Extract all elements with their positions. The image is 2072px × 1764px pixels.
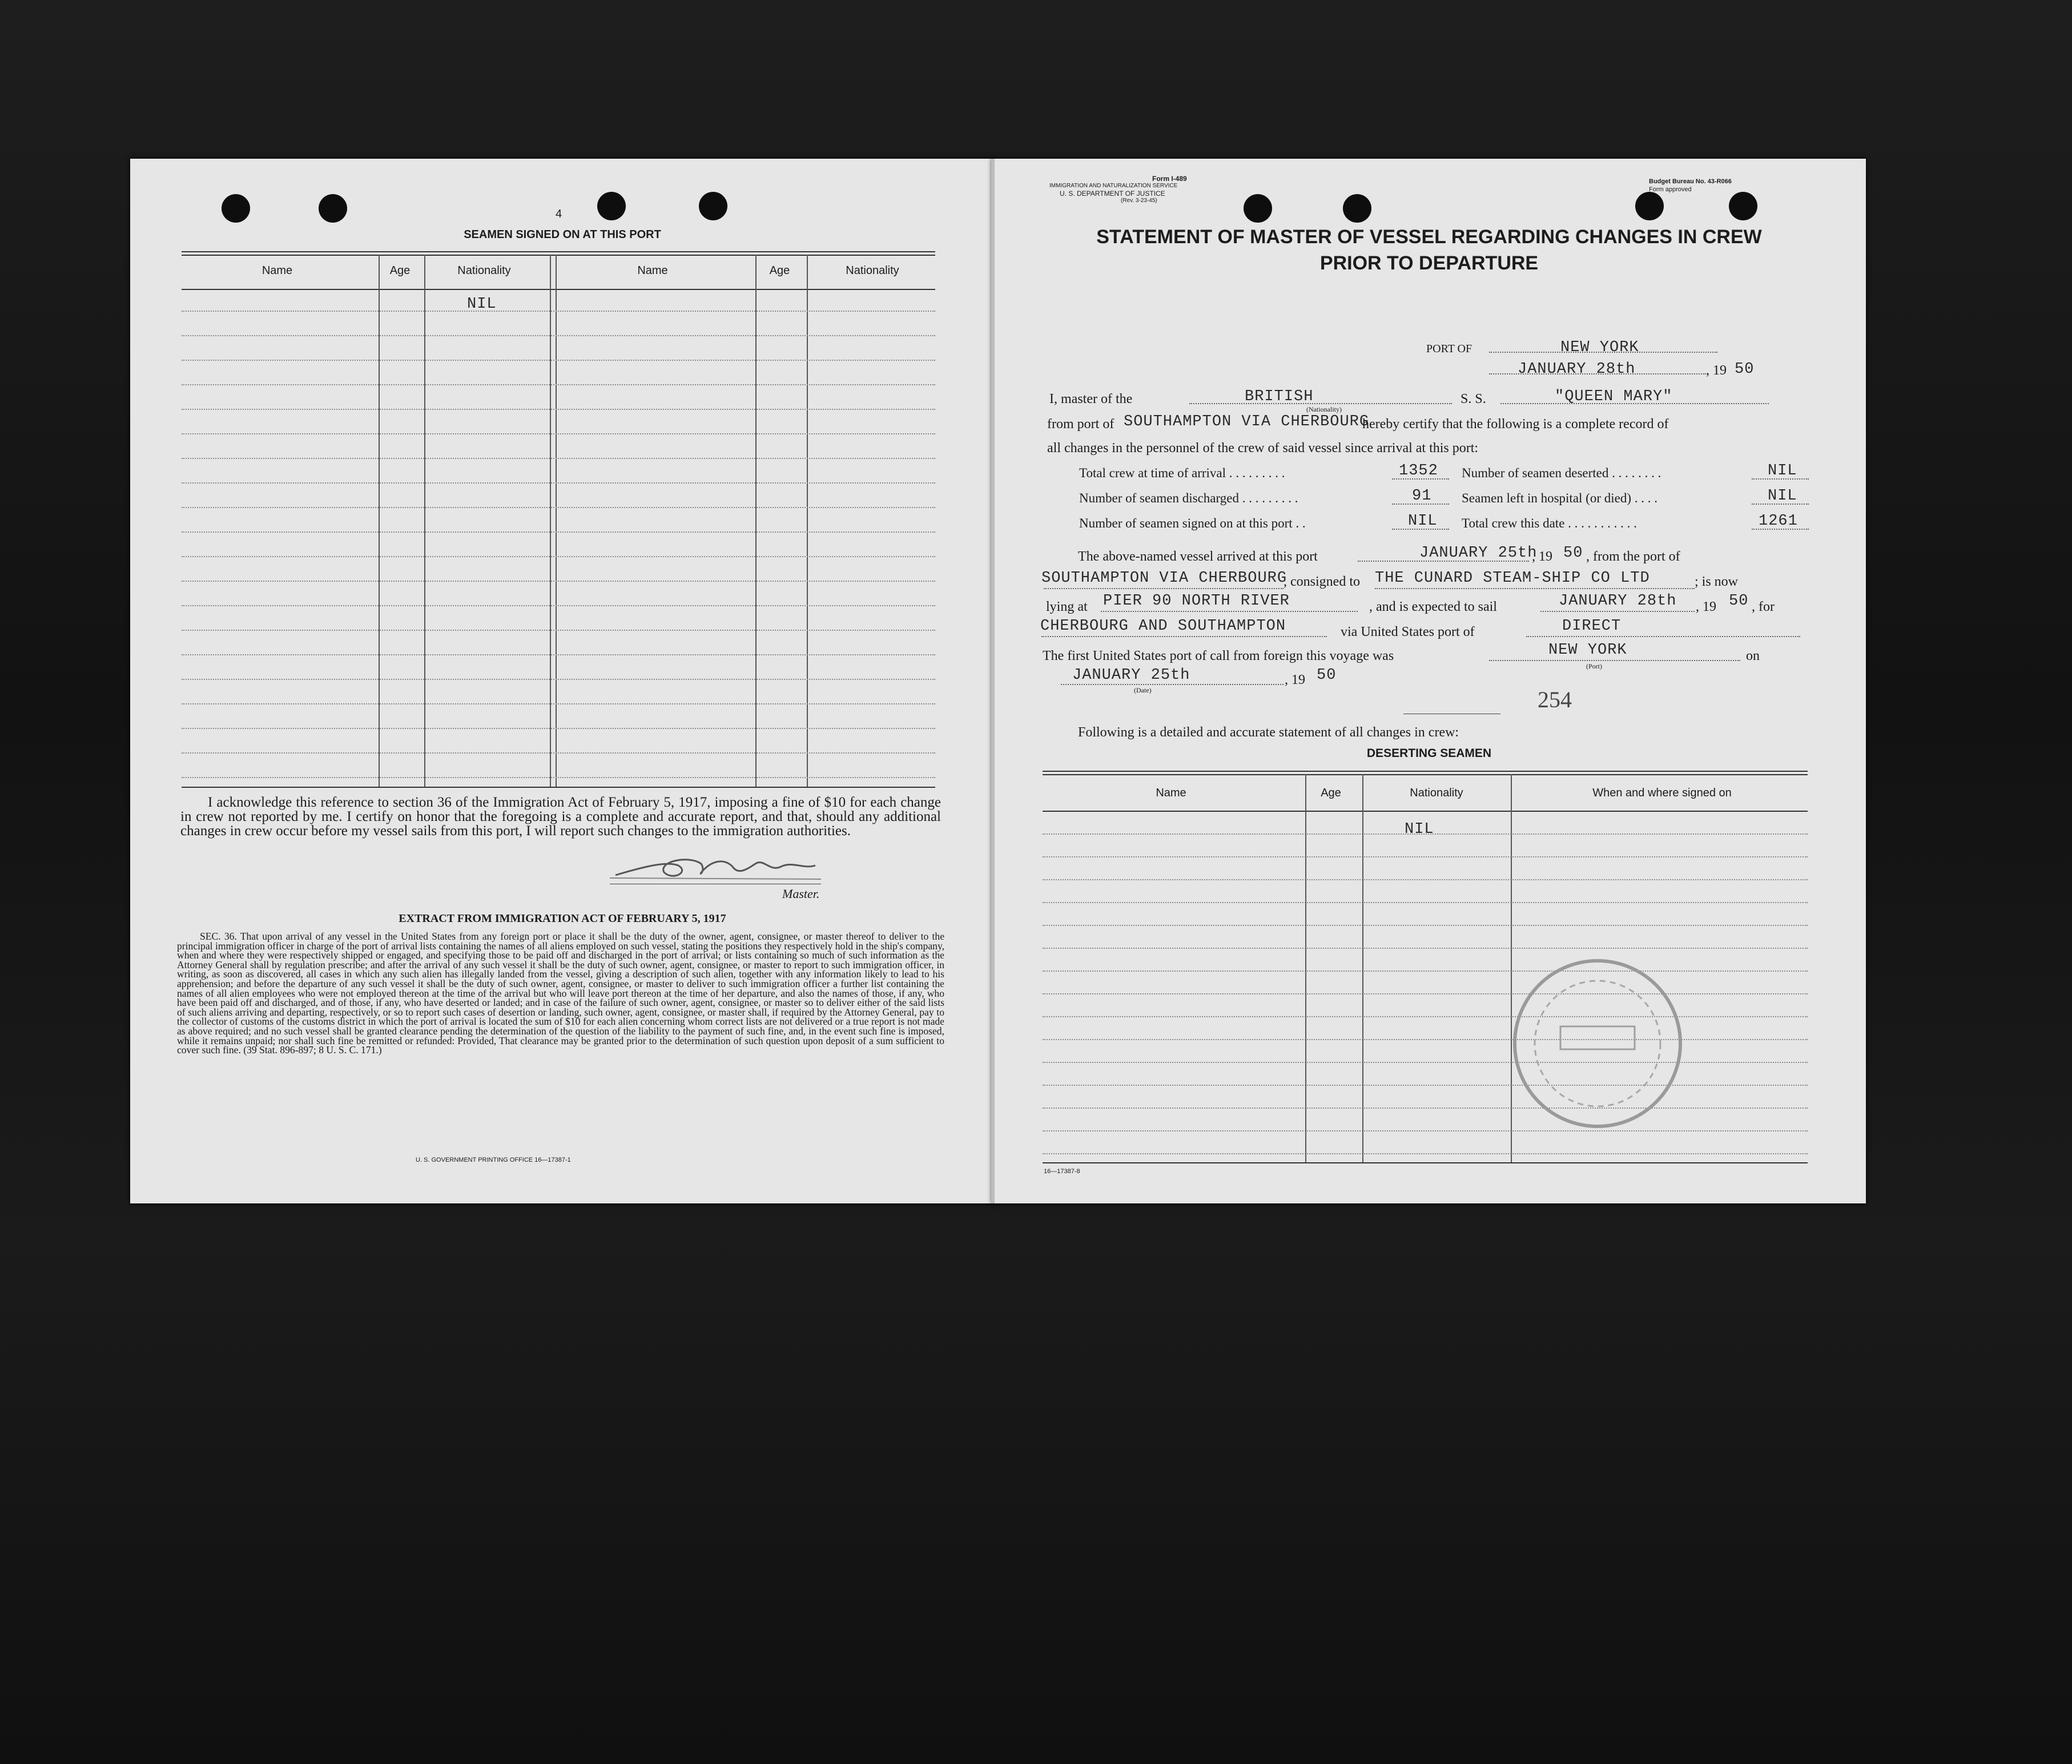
table-row bbox=[1043, 1062, 1808, 1063]
table-row bbox=[1043, 948, 1808, 949]
nationality-value: BRITISH bbox=[1245, 388, 1314, 405]
consigned-label: , consigned to bbox=[1284, 574, 1360, 589]
desert-col-nationality: Nationality bbox=[1410, 787, 1463, 799]
page-fold bbox=[991, 159, 995, 1203]
port-value: NEW YORK bbox=[1560, 339, 1639, 356]
date-caption: (Date) bbox=[1134, 686, 1152, 694]
right-page bbox=[992, 159, 1866, 1203]
official-stamp bbox=[1506, 952, 1689, 1135]
year-value: 50 bbox=[1735, 361, 1755, 378]
sail-label: , and is expected to sail bbox=[1369, 599, 1497, 614]
col-age-2: Age bbox=[769, 264, 790, 277]
arrived-label: The above-named vessel arrived at this port bbox=[1078, 549, 1318, 564]
stat-label-total-crew: Total crew this date . . . . . . . . . . . bbox=[1462, 516, 1637, 530]
table-row bbox=[182, 752, 935, 754]
col-nationality: Nationality bbox=[457, 264, 511, 277]
stat-label-discharged: Number of seamen discharged . . . . . . . . . bbox=[1079, 491, 1298, 505]
nationality-caption: (Nationality) bbox=[1306, 405, 1342, 413]
revision: (Rev. 3-23-45) bbox=[1121, 198, 1157, 204]
budget-bureau: Budget Bureau No. 43-R066 bbox=[1649, 178, 1732, 185]
sail-year-prefix: , 19 bbox=[1696, 599, 1716, 614]
date-value: JANUARY 28th bbox=[1518, 361, 1636, 378]
table-row bbox=[182, 360, 935, 361]
form-code: 16—17387-8 bbox=[1044, 1168, 1080, 1175]
acknowledgement-text: I acknowledge this reference to section 36 of the Immigration Act of February 5, 1917, imposing a fine of $10 for each change in crew not reported by me. I certify on honor that the foregoing is a complete and accurate report, and that, should any additional changes in crew occur before my vessel sails from this port, I will report such changes to the immigration authorities. bbox=[180, 795, 941, 839]
desert-col-when-where: When and where signed on bbox=[1592, 787, 1732, 799]
agency-line-1: IMMIGRATION AND NATURALIZATION SERVICE bbox=[1049, 183, 1178, 189]
punch-hole bbox=[222, 194, 250, 223]
desert-col-name: Name bbox=[1156, 787, 1186, 799]
agency-line-2: U. S. DEPARTMENT OF JUSTICE bbox=[1060, 190, 1165, 198]
extract-title: EXTRACT FROM IMMIGRATION ACT OF FEBRUARY 5, 1917 bbox=[399, 912, 726, 925]
printer-line: U. S. GOVERNMENT PRINTING OFFICE 16—17387-1 bbox=[416, 1157, 571, 1163]
table-row bbox=[182, 384, 935, 385]
arrived-from: SOUTHAMPTON VIA CHERBOURG bbox=[1041, 570, 1288, 587]
stat-value-discharged: 91 bbox=[1412, 488, 1432, 505]
table-row bbox=[1043, 902, 1808, 903]
first-date: JANUARY 25th bbox=[1072, 667, 1190, 684]
arrived-year: 50 bbox=[1563, 545, 1583, 562]
table-row bbox=[1043, 1107, 1808, 1109]
left-page bbox=[130, 159, 995, 1203]
table-row bbox=[1043, 1016, 1808, 1017]
table-title: SEAMEN SIGNED ON AT THIS PORT bbox=[464, 228, 661, 241]
on-label: on bbox=[1746, 649, 1760, 663]
title-line-1: STATEMENT OF MASTER OF VESSEL REGARDING CHANGES IN CREW bbox=[1096, 226, 1762, 248]
table-row bbox=[1043, 833, 1808, 835]
from-port-value: SOUTHAMPTON VIA CHERBOURG bbox=[1124, 413, 1370, 430]
table-row bbox=[182, 409, 935, 410]
sail-date: JANUARY 28th bbox=[1559, 593, 1677, 610]
first-port-label: The first United States port of call from foreign this voyage was bbox=[1043, 649, 1394, 663]
handwritten-number: 254 bbox=[1538, 687, 1572, 712]
destination: CHERBOURG AND SOUTHAMPTON bbox=[1040, 618, 1286, 635]
from-port-label: from port of bbox=[1047, 417, 1115, 432]
certify-text-1: hereby certify that the following is a complete record of bbox=[1362, 417, 1669, 432]
certify-text-2: all changes in the personnel of the crew of said vessel since arrival at this port: bbox=[1047, 441, 1479, 456]
arrived-date: JANUARY 25th bbox=[1419, 545, 1538, 562]
table-row bbox=[182, 482, 935, 484]
is-now-label: ; is now bbox=[1695, 574, 1739, 589]
lying-label: lying at bbox=[1046, 599, 1088, 614]
stat-label-hospital: Seamen left in hospital (or died) . . . . bbox=[1462, 491, 1658, 505]
desert-nil-value: NIL bbox=[1405, 821, 1434, 838]
for-label: , for bbox=[1752, 599, 1775, 614]
punch-hole bbox=[319, 194, 347, 223]
col-age: Age bbox=[389, 264, 411, 277]
table-row bbox=[1043, 970, 1808, 972]
desert-col-age: Age bbox=[1321, 787, 1341, 799]
stat-value-arrival: 1352 bbox=[1399, 462, 1438, 480]
punch-hole bbox=[597, 192, 626, 220]
stat-value-hospital: NIL bbox=[1768, 488, 1797, 505]
page-number: 4 bbox=[556, 208, 562, 220]
year-prefix: , 19 bbox=[1706, 363, 1727, 378]
table-row bbox=[182, 556, 935, 557]
form-number: Form I-489 bbox=[1152, 175, 1187, 183]
title-line-2: PRIOR TO DEPARTURE bbox=[1319, 252, 1539, 274]
punch-hole bbox=[1635, 192, 1664, 220]
table-row bbox=[182, 433, 935, 434]
table-row bbox=[182, 605, 935, 606]
stat-value-signed-on: NIL bbox=[1408, 513, 1438, 530]
form-approved: Form approved bbox=[1649, 186, 1692, 193]
table-row bbox=[1043, 925, 1808, 926]
table-row bbox=[182, 777, 935, 778]
table-row bbox=[182, 703, 935, 704]
col-name: Name bbox=[261, 264, 293, 277]
first-year: 50 bbox=[1317, 667, 1337, 684]
table-row bbox=[182, 654, 935, 655]
nil-value: NIL bbox=[467, 296, 497, 313]
punch-hole bbox=[1729, 192, 1757, 220]
port-caption: (Port) bbox=[1586, 662, 1602, 670]
table-row bbox=[1043, 1085, 1808, 1086]
master-of-label: I, master of the bbox=[1049, 392, 1133, 406]
deserting-title: DESERTING SEAMEN bbox=[1366, 747, 1492, 760]
table-row bbox=[182, 311, 935, 312]
table-row bbox=[1043, 1153, 1808, 1154]
port-label: PORT OF bbox=[1426, 343, 1472, 355]
first-year-prefix: , 19 bbox=[1285, 672, 1305, 687]
lying-at: PIER 90 NORTH RIVER bbox=[1103, 593, 1290, 610]
table-row bbox=[182, 630, 935, 631]
table-row bbox=[1043, 993, 1808, 994]
table-row bbox=[1043, 856, 1808, 857]
ss-label: S. S. bbox=[1461, 392, 1486, 406]
from-port-of-label: , from the port of bbox=[1586, 549, 1680, 564]
table-row bbox=[182, 728, 935, 729]
table-row bbox=[1043, 1130, 1808, 1131]
table-row bbox=[182, 581, 935, 582]
col-nationality-2: Nationality bbox=[846, 264, 899, 277]
ship-name: "QUEEN MARY" bbox=[1555, 388, 1673, 405]
master-label: Master. bbox=[782, 887, 820, 901]
table-row bbox=[1043, 879, 1808, 880]
punch-hole bbox=[1244, 194, 1272, 223]
following-text: Following is a detailed and accurate statement of all changes in crew: bbox=[1078, 725, 1459, 740]
table-row bbox=[182, 507, 935, 508]
via-label: via United States port of bbox=[1341, 625, 1475, 639]
table-row bbox=[182, 335, 935, 336]
stat-label-deserted: Number of seamen deserted . . . . . . . . bbox=[1462, 466, 1661, 480]
table-row bbox=[182, 458, 935, 459]
col-name-2: Name bbox=[637, 264, 668, 277]
arrived-year-prefix: , 19 bbox=[1532, 549, 1552, 564]
stat-value-deserted: NIL bbox=[1768, 462, 1797, 480]
stat-label-arrival: Total crew at time of arrival . . . . . . . . . bbox=[1079, 466, 1285, 480]
stat-value-total-crew: 1261 bbox=[1759, 513, 1798, 530]
extract-body: SEC. 36. That upon arrival of any vessel in the United States from any foreign port or place it shall be the duty of the owner, agent, consignee, or master thereof to deliver to the principal immigration officer in charge of the port of arrival lists containing the names of all aliens employed on such vessel, stating the positions they respectively hold in the ship's company, when and where they were respectively shipped or engaged, and specifying those to be paid off and discharged in the port of arrival; or lists containing so much of such information as the Attorney General shall by regulation prescribe; and after the arrival of any such vessel it shall be the duty of such owner, agent, consignee, or master to report to such immigration officer, in writing, as soon as discovered, all cases in which any such alien has illegally landed from the vessel, giving a description of such alien, together with any information likely to lead to his apprehension; and before the departure of any such vessel it shall be the duty of such owner, agent, consignee, or master to deliver to such immigration officer a further list containing the names of all alien employees who were not employed thereon at the time of the arrival but who will leave port thereon at the time of her departure, and also the names of those, if any, who have been paid off and discharged, and of those, if any, who have deserted or landed; and in case of the failure of such owner, agent, consignee, or master so to deliver either of the said lists of such aliens arriving and departing, respectively, or so to report such cases of desertion or landing, such owner, agent, consignee, or master shall, if required by the Attorney General, pay to the collector of customs of the customs district in which the port of arrival is located the sum of $10 for each alien concerning whom correct lists are not delivered or a true report is not made as above required; and no such vessel shall be granted clearance pending the determination of the question of the liability to the payment of such fine, and, in the event such fine is imposed, while it remains unpaid; nor shall such fine be remitted or refunded: Provided, That clearance may be granted prior to the determination of such question upon deposit of a sum sufficient to cover such fine. (39 Stat. 896-897; 8 U. S. C. 171.) bbox=[177, 931, 944, 1056]
table-row bbox=[182, 679, 935, 680]
punch-hole bbox=[1343, 194, 1371, 223]
via-value: DIRECT bbox=[1562, 618, 1622, 635]
first-port: NEW YORK bbox=[1548, 642, 1627, 659]
punch-hole bbox=[699, 192, 727, 220]
table-row bbox=[1043, 1039, 1808, 1040]
table-row bbox=[182, 531, 935, 533]
consignee: THE CUNARD STEAM-SHIP CO LTD bbox=[1375, 570, 1650, 587]
stat-label-signed-on: Number of seamen signed on at this port . . bbox=[1079, 516, 1306, 530]
sail-year: 50 bbox=[1729, 593, 1749, 610]
